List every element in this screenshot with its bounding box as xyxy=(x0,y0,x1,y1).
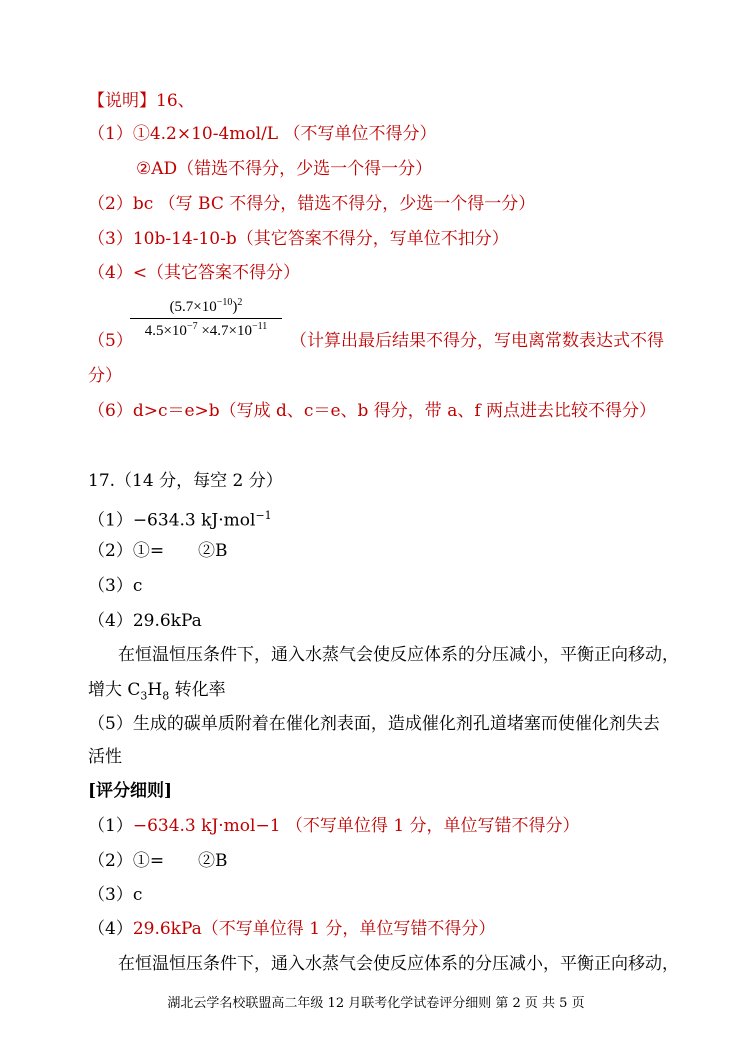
page-footer: 湖北云学名校联盟高二年级 12 月联考化学试卷评分细则 第 2 页 共 5 页 xyxy=(167,996,585,1011)
answer-16-5-note: （计算出最后结果不得分，写电离常数表达式不得 xyxy=(290,331,664,351)
answer-17-1: （1）−634.3 kJ·mol$^{-1}$ xyxy=(88,509,272,531)
answer-17-5-cont: 活性 xyxy=(88,747,122,767)
scoring-3: （3）c xyxy=(88,885,143,905)
scoring-4-explanation: 在恒温恒压条件下，通入水蒸气会使反应体系的分压减小，平衡正向移动， xyxy=(118,954,679,974)
answer-16-6: （6）d>c＝e>b（写成 d、c＝e、b 得分，带 a、f 两点进去比较不得分） xyxy=(88,401,657,421)
answer-16-1: （1）①4.2×10-4mol/L （不写单位不得分） xyxy=(88,124,437,144)
fraction-numerator: $(5.7\times 10^{-10})^2$ xyxy=(169,297,243,315)
answer-16-5-prefix: （5） xyxy=(88,331,133,351)
fraction-denominator: $4.5\times 10^{-7} \times 4.7\times 10^{-11}$ xyxy=(144,321,268,339)
answer-17-4-explanation-cont: 增大 $C_3H_8$ 转化率 xyxy=(88,680,226,703)
fraction-bar xyxy=(130,318,282,319)
answer-17-3: （3）c xyxy=(88,576,143,596)
scoring-header: [评分细则] xyxy=(88,781,173,801)
answer-17-4: （4）29.6kPa xyxy=(88,611,202,631)
scoring-4: （4）29.6kPa（不写单位得 1 分，单位写错不得分） xyxy=(88,919,496,939)
answer-16-2: （2）bc （写 BC 不得分，错选不得分，少选一个得一分） xyxy=(88,194,536,214)
scoring-1: （1）−634.3 kJ·mol−1 （不写单位得 1 分，单位写错不得分） xyxy=(88,816,580,836)
answer-17-4-explanation: 在恒温恒压条件下，通入水蒸气会使反应体系的分压减小，平衡正向移动， xyxy=(118,645,679,665)
answer-16-4: （4）<（其它答案不得分） xyxy=(88,263,301,283)
scoring-2: （2）①= ②B xyxy=(88,851,228,871)
section17-header: 17.（14 分，每空 2 分） xyxy=(88,471,283,491)
section16-header: 【说明】16、 xyxy=(88,91,195,111)
answer-17-2: （2）①= ②B xyxy=(88,541,228,561)
answer-17-5: （5）生成的碳单质附着在催化剂表面，造成催化剂孔道堵塞而使催化剂失去 xyxy=(88,714,660,734)
answer-16-1-2: ②AD（错选不得分，少选一个得一分） xyxy=(136,159,433,179)
equilibrium-fraction xyxy=(130,298,282,340)
answer-16-5-cont: 分） xyxy=(88,366,122,386)
answer-16-3: （3）10b-14-10-b（其它答案不得分，写单位不扣分） xyxy=(88,229,509,249)
